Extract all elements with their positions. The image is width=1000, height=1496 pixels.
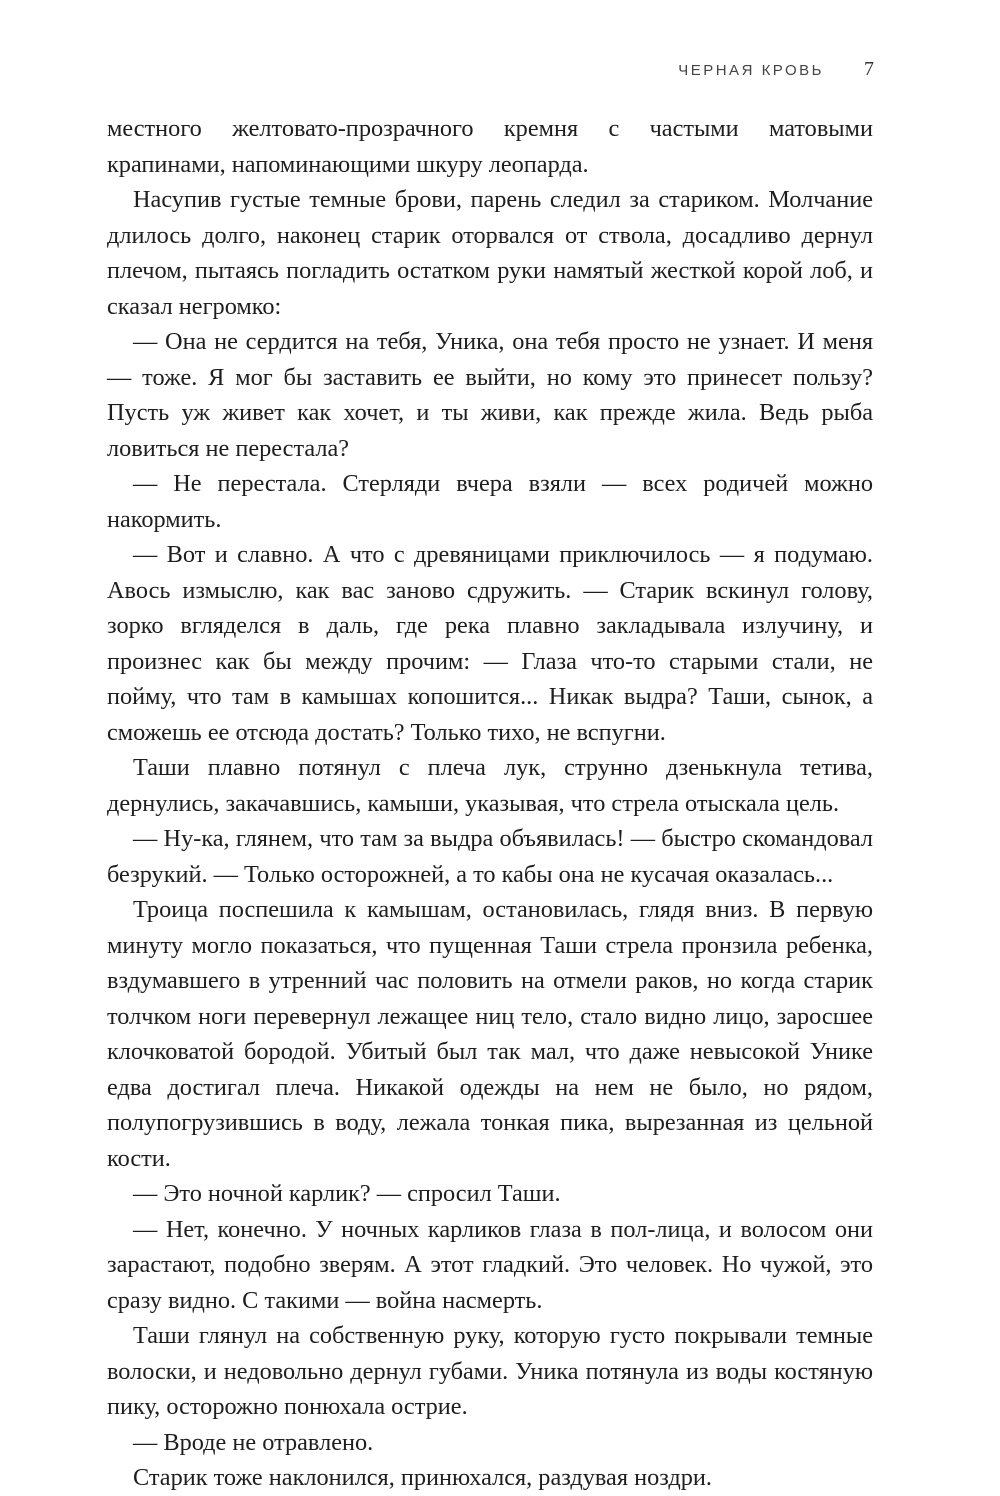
dialogue-paragraph: — Это ночной карлик? — спросил Таши. [133,1180,561,1207]
running-title: ЧЕРНАЯ КРОВЬ [678,62,824,79]
dialogue-paragraph: — Нет, конечно. У ночных карликов глаза в пол-лица, и волосом они зарастают, подобно зверям. А этот гладкий. Это человек. Но чужой, это сразу видно. С такими — война насмерть. [107,1215,873,1314]
dialogue-paragraph: — Она не сердится на тебя, Уника, она тебя просто не узнает. И меня — тоже. Я мог бы заставить ее выйти, но кому это принесет пользу? Пусть уж живет как хочет, и ты живи, как прежде жила. Ведь рыба ловиться не перестала? [107,328,873,462]
page-number: 7 [864,58,874,80]
paragraph: Таши плавно потянул с плеча лук, струнно дзенькнула тетива, дернулись, закачавшись, камыши, указывая, что стрела отыскала цель. [107,754,873,817]
dialogue-paragraph: — Вроде не отравлено. [133,1428,374,1456]
paragraph: Насупив густые темные брови, парень следил за стариком. Молчание длилось долго, наконец старик оторвался от ствола, досадливо дернул плечом, пытаясь погладить остатком руки намятый жесткой корой лоб, и сказал негромко: [107,186,873,320]
dialogue-paragraph: — Не перестала. Стерляди вчера взяли — всех родичей можно накормить. [107,470,873,533]
paragraph-continuation: местного желтовато-прозрачного кремня с частыми матовыми крапинами, напоминающими шкуру леопарда. [107,115,873,178]
running-head [678,58,874,81]
text-block [107,111,873,1496]
paragraph: Старик тоже наклонился, принюхался, раздувая ноздри. [133,1464,712,1491]
dialogue-paragraph: — Вот и славно. А что с древяницами приключилось — я подумаю. Авось измыслю, как вас заново сдружить. — Старик вскинул голову, зорко вгляделся в даль, где река плавно закладывала излучину, и произнес как бы между прочим: — Глаза что-то старыми стали, не пойму, что там в камышах копошится... Никак выдра? Таши, сынок, а сможешь ее отсюда достать? Только тихо, не вспугни. [107,541,873,746]
dialogue-paragraph: — Ну-ка, глянем, что там за выдра объявилась! — быстро скомандовал безрукий. — Только осторожней, а то кабы она не кусачая оказалась... [107,825,873,888]
paragraph: Троица поспешила к камышам, остановилась, глядя вниз. В первую минуту могло показаться, что пущенная Таши стрела пронзила ребенка, вздумавшего в утренний час половить на отмели раков, но когда старик толчком ноги перевернул лежащее ниц тело, стало видно лицо, заросшее клочковатой бородой. Убитый был так мал, что даже невысокой Унике едва достигал плеча. Никакой одежды на нем не было, но рядом, полупогрузившись в воду, лежала тонкая пика, вырезанная из цельной кости. [107,896,873,1172]
paragraph: Таши глянул на собственную руку, которую густо покрывали темные волоски, и недовольно дернул губами. Уника потянула из воды костяную пику, осторожно понюхала острие. [107,1322,873,1420]
